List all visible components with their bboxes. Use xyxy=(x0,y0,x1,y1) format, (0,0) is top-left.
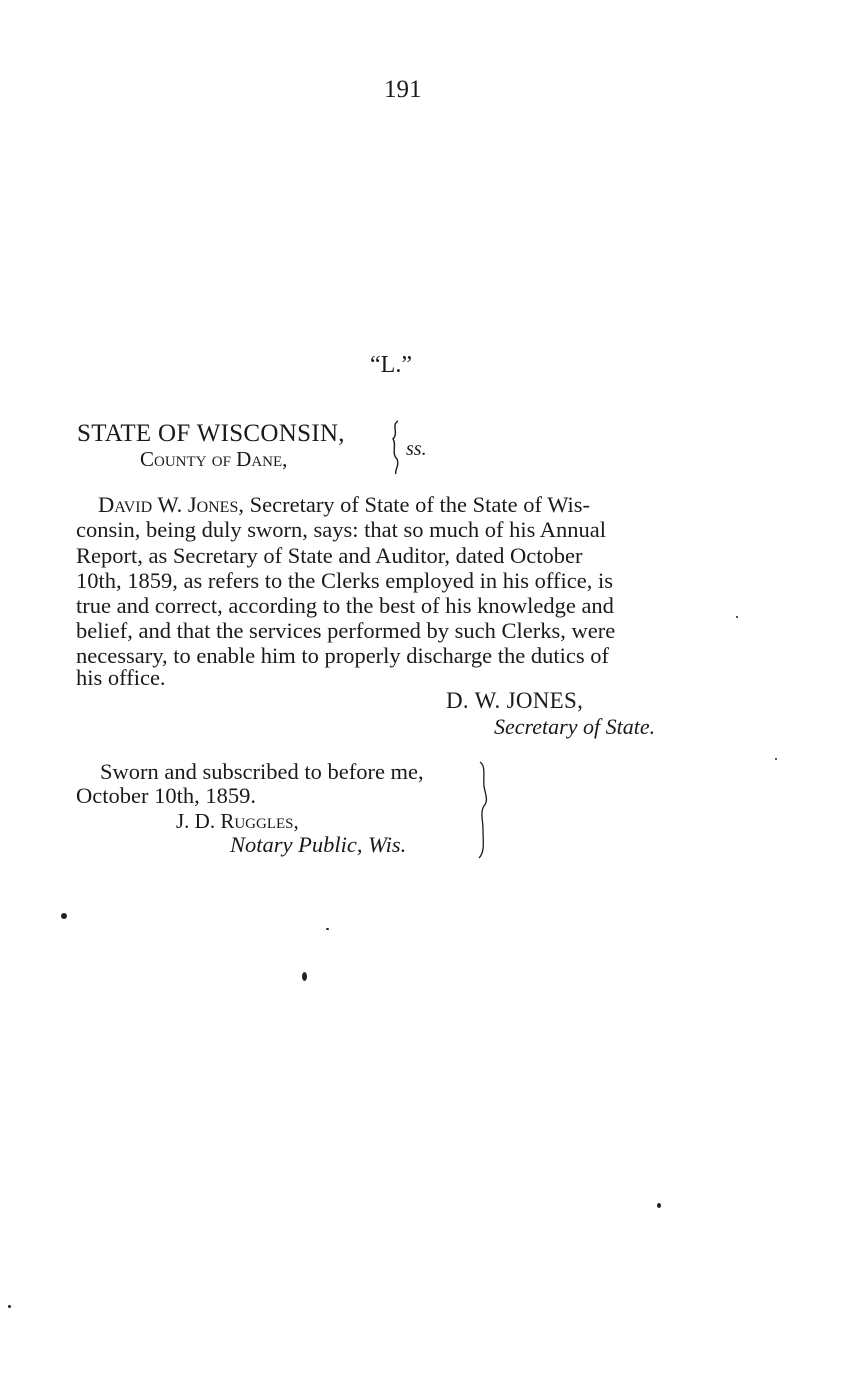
ink-speck xyxy=(302,972,307,981)
notary-title: Notary Public, Wis. xyxy=(230,832,407,857)
ink-speck xyxy=(775,758,777,760)
affidavit-line-1-text: , Secretary of State of the State of Wis- xyxy=(238,492,591,517)
page-number: 191 xyxy=(384,76,422,103)
jurat-line-1: Sworn and subscribed to before me, xyxy=(100,759,424,784)
signature-name: D. W. JONES, xyxy=(446,688,584,713)
signature-title: Secretary of State. xyxy=(494,714,656,739)
jurat-line-2: October 10th, 1859. xyxy=(76,783,256,808)
affiant-name: David W. Jones xyxy=(98,492,239,517)
ink-speck xyxy=(736,616,738,618)
jurat-brace-icon xyxy=(476,760,492,860)
venue-county: County of Dane, xyxy=(140,447,288,471)
affidavit-line-4: 10th, 1859, as refers to the Clerks employed in his office, is xyxy=(76,568,613,593)
affidavit-line-8: his office. xyxy=(76,665,166,690)
ink-speck xyxy=(326,928,329,930)
venue-state: STATE OF WISCONSIN, xyxy=(77,420,345,447)
ink-speck xyxy=(657,1203,661,1208)
venue-ss: ss. xyxy=(406,438,427,460)
affidavit-line-6: belief, and that the services performed by such Clerks, were xyxy=(76,618,616,643)
ink-speck xyxy=(8,1305,11,1308)
affidavit-line-3: Report, as Secretary of State and Auditor, dated October xyxy=(76,543,583,568)
affidavit-line-5: true and correct, according to the best of his knowledge and xyxy=(76,593,614,618)
affidavit-line-7: necessary, to enable him to properly discharge the dutics of xyxy=(76,643,609,668)
venue-brace-icon xyxy=(388,419,402,475)
affidavit-line-1 xyxy=(76,492,590,518)
notary-name: J. D. Ruggles, xyxy=(176,809,299,833)
ink-speck xyxy=(61,913,67,919)
affidavit-line-2: consin, being duly sworn, says: that so much of his Annual xyxy=(76,517,606,542)
exhibit-label: “L.” xyxy=(370,352,412,378)
